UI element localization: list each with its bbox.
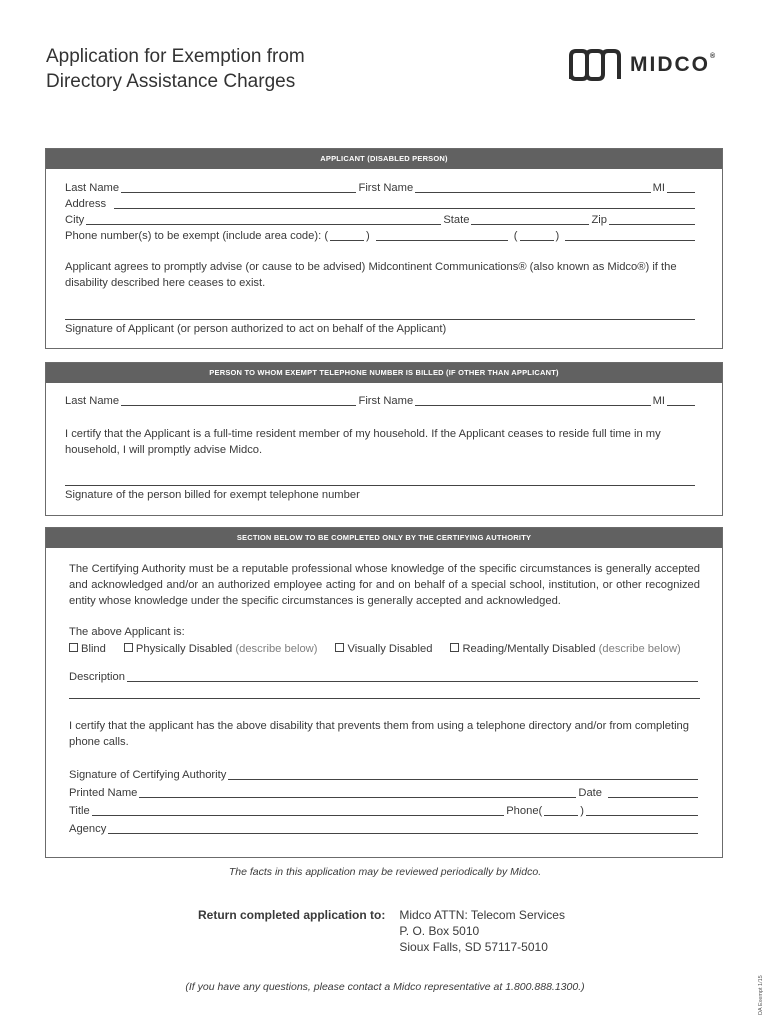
address-line-2: P. O. Box 5010: [399, 924, 480, 938]
last-name-field[interactable]: [121, 192, 356, 193]
form-code: [756, 975, 764, 1015]
phone-row: [65, 229, 697, 244]
contact-note: (If you have any questions, please contact a Midco representative at 1.800.888.1300.): [185, 981, 585, 993]
applicant-signature-field[interactable]: [65, 319, 695, 320]
phone-1-area-code-field[interactable]: [330, 240, 364, 241]
date-field[interactable]: [608, 797, 698, 798]
city-label: City: [65, 214, 85, 226]
certifier-signature-label: Signature of Certifying Authority: [69, 769, 227, 781]
address-label: Address: [65, 198, 107, 210]
address-row: [65, 197, 697, 212]
description-row: [69, 670, 700, 685]
reading-mentally-disabled-checkbox[interactable]: [450, 643, 459, 652]
billed-mi-label: MI: [652, 395, 665, 407]
state-label: State: [443, 214, 470, 226]
title-line-2: Directory Assistance Charges: [46, 71, 296, 92]
agency-row: [69, 822, 700, 837]
describe-below-hint: (describe below): [235, 643, 318, 655]
midco-logo: [568, 48, 717, 82]
city-field[interactable]: [86, 224, 441, 225]
last-name-label: Last Name: [65, 182, 120, 194]
midco-logo-text: MIDCO®: [630, 53, 718, 76]
agency-field[interactable]: [108, 833, 698, 834]
applicant-is-heading: The above Applicant is:: [69, 626, 185, 638]
certifier-signature-row: [69, 768, 700, 783]
agency-label: Agency: [69, 823, 107, 835]
title-field[interactable]: [92, 815, 504, 816]
midco-logo-mark-icon: [568, 48, 622, 82]
billed-name-row: [65, 394, 697, 409]
address-line-3: Sioux Falls, SD 57117-5010: [399, 940, 548, 954]
city-row: [65, 213, 697, 228]
visually-disabled-checkbox[interactable]: [335, 643, 344, 652]
first-name-field[interactable]: [415, 192, 650, 193]
certifying-authority-section-heading: SECTION BELOW TO BE COMPLETED ONLY BY THE CERTIFYING AUTHORITY: [46, 528, 722, 548]
option-visually-disabled[interactable]: Visually Disabled: [335, 643, 432, 655]
certifier-signature-field[interactable]: [228, 779, 698, 780]
printed-name-label: Printed Name: [69, 787, 138, 799]
mi-field[interactable]: [667, 192, 695, 193]
return-address-block: [198, 907, 565, 955]
phone-label: Phone(: [506, 805, 543, 817]
certifier-phone-field[interactable]: [586, 815, 698, 816]
description-field-line-2[interactable]: [69, 698, 700, 699]
billed-person-section: [45, 362, 723, 516]
date-label: Date: [578, 787, 602, 799]
billed-signature-field[interactable]: [65, 485, 695, 486]
applicant-name-row: [65, 181, 697, 196]
zip-label: Zip: [591, 214, 607, 226]
description-label: Description: [69, 671, 125, 683]
applicant-section: [45, 148, 723, 349]
title-label: Title: [69, 805, 90, 817]
billed-last-name-field[interactable]: [121, 405, 356, 406]
applicant-section-heading: APPLICANT (DISABLED PERSON): [46, 149, 722, 169]
description-field[interactable]: [127, 681, 698, 682]
billed-signature-label: Signature of the person billed for exempt telephone number: [65, 489, 360, 501]
option-physically-disabled[interactable]: Physically Disabled (describe below): [124, 643, 318, 655]
address-line-1: Midco ATTN: Telecom Services: [399, 908, 565, 922]
mi-label: MI: [652, 182, 665, 194]
review-note: The facts in this application may be reviewed periodically by Midco.: [228, 866, 542, 878]
option-reading-mentally-disabled[interactable]: Reading/Mentally Disabled (describe below): [450, 643, 680, 655]
billed-first-name-field[interactable]: [415, 405, 650, 406]
zip-field[interactable]: [609, 224, 695, 225]
certifying-authority-intro: The Certifying Authority must be a reputable professional whose knowledge of the specific circumstances is generally accepted and acknowledged and/or an authorized employee acting for and on behalf of a special school, institution, or other recognized entity whose knowledge under the specific circumstances is generally accepted and acknowledged.: [69, 563, 700, 607]
first-name-label: First Name: [358, 182, 414, 194]
certifier-area-code-field[interactable]: [544, 815, 578, 816]
title-phone-row: [69, 804, 700, 819]
return-label: Return completed application to:: [198, 908, 386, 922]
billed-first-name-label: First Name: [358, 395, 414, 407]
disability-options: [69, 640, 700, 655]
billed-mi-field[interactable]: [667, 405, 695, 406]
title-line-1: Application for Exemption from: [46, 46, 305, 67]
phone-paren-close: ): [580, 805, 584, 817]
form-code-text: DA Exempt 1/15: [758, 975, 764, 1015]
billed-last-name-label: Last Name: [65, 395, 120, 407]
phone-2-area-code-field[interactable]: [520, 240, 554, 241]
page-title: [46, 44, 305, 94]
phone-2-number-field[interactable]: [565, 240, 695, 241]
phone-label: Phone number(s) to be exempt (include area code): (: [65, 230, 329, 242]
paren-close-1: ): [366, 230, 370, 242]
applicant-agreement: Applicant agrees to promptly advise (or cause to be advised) Midcontinent Communications® (also known as Midco®) if the disability described here ceases to exist.: [65, 261, 677, 289]
applicant-signature-label: Signature of Applicant (or person authorized to act on behalf of the Applicant): [65, 323, 447, 335]
phone-1-number-field[interactable]: [376, 240, 508, 241]
certifying-authority-section: [45, 527, 723, 858]
describe-below-hint-2: (describe below): [598, 643, 681, 655]
paren-close-2: ): [555, 230, 560, 242]
address-field[interactable]: [114, 208, 695, 209]
printed-name-row: [69, 786, 700, 801]
return-address: [399, 907, 565, 955]
state-field[interactable]: [471, 224, 589, 225]
household-certification: I certify that the Applicant is a full-time resident member of my household. If the Applicant ceases to reside full time in my household, I will promptly advise Midco.: [65, 428, 661, 456]
disability-certification: I certify that the applicant has the above disability that prevents them from using a telephone directory and/or from completing phone calls.: [69, 720, 689, 748]
blind-checkbox[interactable]: [69, 643, 78, 652]
option-blind[interactable]: Blind: [69, 643, 106, 655]
physically-disabled-checkbox[interactable]: [124, 643, 133, 652]
paren-open-2: (: [513, 230, 518, 242]
registered-mark: ®: [710, 53, 718, 60]
printed-name-field[interactable]: [139, 797, 576, 798]
billed-person-section-heading: PERSON TO WHOM EXEMPT TELEPHONE NUMBER IS BILLED (IF OTHER THAN APPLICANT): [46, 363, 722, 383]
